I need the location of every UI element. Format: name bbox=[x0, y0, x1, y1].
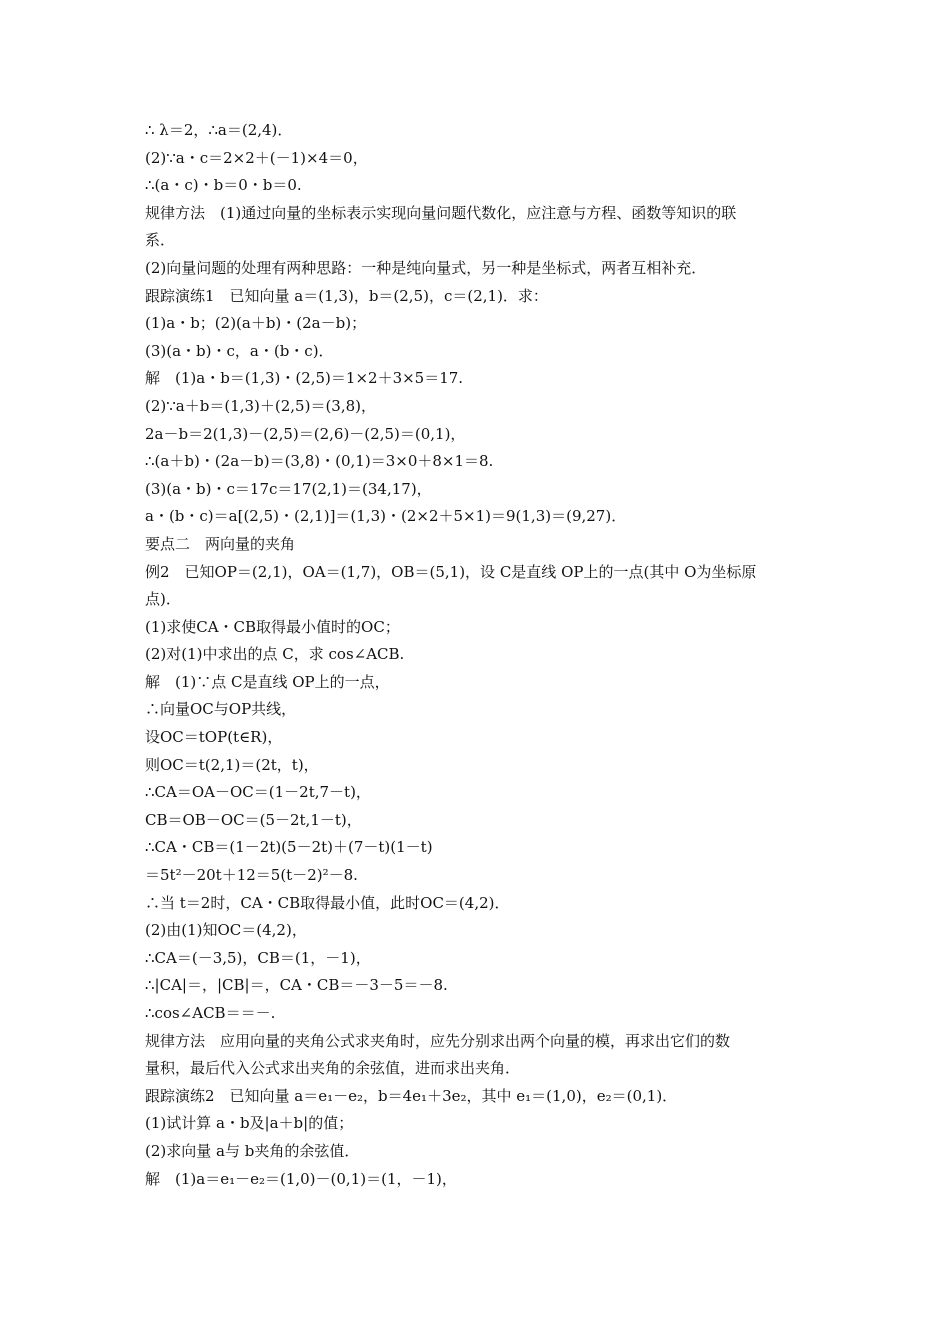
text-line: (1)试计算 a・b及|a＋b|的值； bbox=[145, 1114, 354, 1133]
text-line: ∴ λ＝2，∴a＝(2,4)． bbox=[145, 121, 293, 139]
text-line: 点)． bbox=[145, 590, 181, 609]
exercise-heading: 跟踪演练2 已知向量 a＝e₁－e₂，b＝4e₁＋3e₂，其中 e₁＝(1,0)，e₂＝(0,1)． bbox=[145, 1086, 678, 1105]
solution-line: ∴当 t＝2时，CA・CB取得最小值，此时OC＝(4,2)． bbox=[145, 893, 510, 912]
solution-line: (2)由(1)知OC＝(4,2)， bbox=[145, 921, 307, 940]
solution-line: (2)∵a＋b＝(1,3)＋(2,5)＝(3,8)， bbox=[145, 396, 377, 415]
exercise-heading: 跟踪演练1 已知向量 a＝(1,3)，b＝(2,5)，c＝(2,1)．求： bbox=[145, 286, 548, 305]
solution-line: 2a－b＝2(1,3)－(2,5)＝(2,6)－(2,5)＝(0,1)， bbox=[145, 424, 466, 443]
method-note-line: 规律方法 应用向量的夹角公式求夹角时，应先分别求出两个向量的模，再求出它们的数 bbox=[145, 1031, 731, 1050]
solution-line: ∴CA・CB＝(1－2t)(5－2t)＋(7－t)(1－t) bbox=[145, 838, 433, 857]
text-line: (2)向量问题的处理有两种思路：一种是纯向量式，另一种是坐标式，两者互相补充． bbox=[145, 258, 707, 277]
section-heading: 要点二 两向量的夹角 bbox=[145, 534, 296, 553]
solution-line: ∴cos∠ACB＝＝－. bbox=[145, 1004, 276, 1022]
solution-line: 设OC＝tOP(t∈R)， bbox=[145, 728, 283, 747]
text-line: (1)求使CA・CB取得最小值时的OC； bbox=[145, 617, 400, 636]
solution-line: 解 (1)∵点 C是直线 OP上的一点， bbox=[145, 672, 390, 691]
solution-line: ＝5t²－20t＋12＝5(t－2)²－8. bbox=[145, 866, 358, 885]
document-body bbox=[145, 117, 825, 1193]
solution-line: ∴(a＋b)・(2a－b)＝(3,8)・(0,1)＝3×0＋8×1＝8. bbox=[145, 452, 494, 471]
text-line: ∴(a・c)・b＝0・b＝0. bbox=[145, 176, 302, 195]
solution-line: ∴CA＝OA－OC＝(1－2t,7－t)， bbox=[145, 783, 371, 802]
solution-line: (3)(a・b)・c＝17c＝17(2,1)＝(34,17)， bbox=[145, 479, 432, 498]
method-note-line: 系． bbox=[145, 231, 176, 250]
text-line: (2)∵a・c＝2×2＋(－1)×4＝0， bbox=[145, 148, 368, 167]
text-line: (2)求向量 a与 b夹角的余弦值． bbox=[145, 1141, 360, 1160]
method-note-line: 规律方法 (1)通过向量的坐标表示实现向量问题代数化，应注意与方程、函数等知识的联 bbox=[145, 203, 737, 222]
text-line: (1)a・b；(2)(a＋b)・(2a－b)； bbox=[145, 314, 367, 333]
solution-line: ∴向量OC与OP共线， bbox=[145, 700, 297, 719]
solution-line: CB＝OB－OC＝(5－2t,1－t)， bbox=[145, 810, 362, 829]
solution-line: 解 (1)a＝e₁－e₂＝(1,0)－(0,1)＝(1，－1)， bbox=[145, 1169, 457, 1188]
example-heading: 例2 已知OP＝(2,1)，OA＝(1,7)，OB＝(5,1)，设 C是直线 OP上的一点(其中 O为坐标原 bbox=[145, 562, 757, 581]
method-note-line: 量积，最后代入公式求出夹角的余弦值，进而求出夹角． bbox=[145, 1059, 521, 1078]
solution-line: 解 (1)a・b＝(1,3)・(2,5)＝1×2＋3×5＝17. bbox=[145, 369, 464, 388]
text-line: (3)(a・b)・c，a・(b・c)． bbox=[145, 341, 334, 360]
solution-line: ∴CA＝(－3,5)，CB＝(1，－1)， bbox=[145, 948, 371, 967]
solution-line: ∴|CA|＝，|CB|＝，CA・CB＝－3－5＝－8. bbox=[145, 976, 448, 995]
solution-line: 则OC＝t(2,1)＝(2t，t)， bbox=[145, 755, 319, 774]
text-line: (2)对(1)中求出的点 C，求 cos∠ACB. bbox=[145, 645, 405, 664]
solution-line: a・(b・c)＝a[(2,5)・(2,1)]＝(1,3)・(2×2＋5×1)＝9(1,3)＝(9,27)． bbox=[145, 507, 627, 526]
